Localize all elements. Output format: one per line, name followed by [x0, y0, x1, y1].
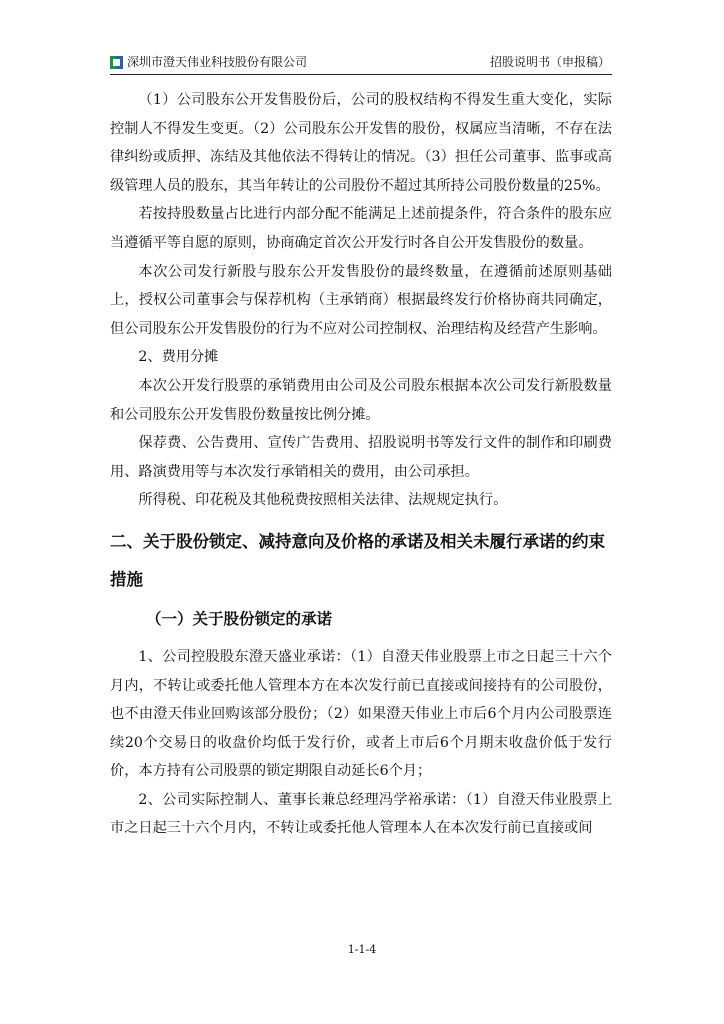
paragraph-7: 所得税、印花税及其他税费按照相关法律、法规规定执行。	[138, 492, 508, 509]
paragraph-9: 2、公司实际控制人、董事长兼总经理冯学裕承诺：（1）自澄天伟业股票上市之日起三十六个月内，不转让或委托他人管理本人在本次发行前已直接或间	[110, 791, 612, 837]
page-number: 1-1-4	[347, 943, 377, 956]
item-heading-expense-sharing: 2、费用分摊	[138, 349, 219, 366]
paragraph-2: 若按持股数量占比进行内部分配不能满足上述前提条件，符合条件的股东应当遵循平等自愿的原则，协商确定首次公开发行时各自公开发售股份的数量。	[110, 206, 612, 251]
paragraph-5: 本次公开发行股票的承销费用由公司及公司股东根据本次公司发行新股数量和公司股东公开发售股份数量按比例分摊。	[110, 377, 612, 423]
paragraph-6: 保荐费、公告费用、宣传广告费用、招股说明书等发行文件的制作和印刷费用、路演费用等与本次发行承销相关的费用，由公司承担。	[110, 435, 612, 480]
header-company-name: 深圳市澄天伟业科技股份有限公司	[127, 55, 308, 69]
page-header	[110, 52, 612, 75]
header-document-type: 招股说明书（申报稿）	[489, 55, 610, 69]
section-heading: 二、关于股份锁定、减持意向及价格的承诺及相关未履行承诺的约束措施	[110, 531, 605, 589]
document-body	[110, 86, 612, 843]
paragraph-3: 本次公司发行新股与股东公开发售股份的最终数量，在遵循前述原则基础上，授权公司董事会与保荐机构（主承销商）根据最终发行价格协商共同确定，但公司股东公开发售股份的行为不应对公司控制权、治理结构及经营产生影响。	[110, 263, 612, 337]
subsection-heading: （一）关于股份锁定的承诺	[146, 609, 333, 628]
paragraph-8: 1、公司控股股东澄天盛业承诺：（1）自澄天伟业股票上市之日起三十六个月内，不转让或委托他人管理本方在本次发行前已直接或间接持有的公司股份，也不由澄天伟业回购该部分股份；（2）如果澄天伟业上市后6个月内公司股票连续20个交易日的收盘价均低于发行价，或者上市后6个月期末收盘价低于发行价，本方持有公司股票的锁定期限自动延长6个月；	[110, 648, 612, 780]
company-logo-icon	[110, 56, 123, 69]
paragraph-1: （1）公司股东公开发售股份后，公司的股权结构不得发生重大变化，实际控制人不得发生变更。（2）公司股东公开发售的股份，权属应当清晰，不存在法律纠纷或质押、冻结及其他依法不得转让的情况。（3）担任公司董事、监事或高级管理人员的股东，其当年转让的公司股份不超过其所持公司股份数量的25%。	[110, 92, 612, 194]
